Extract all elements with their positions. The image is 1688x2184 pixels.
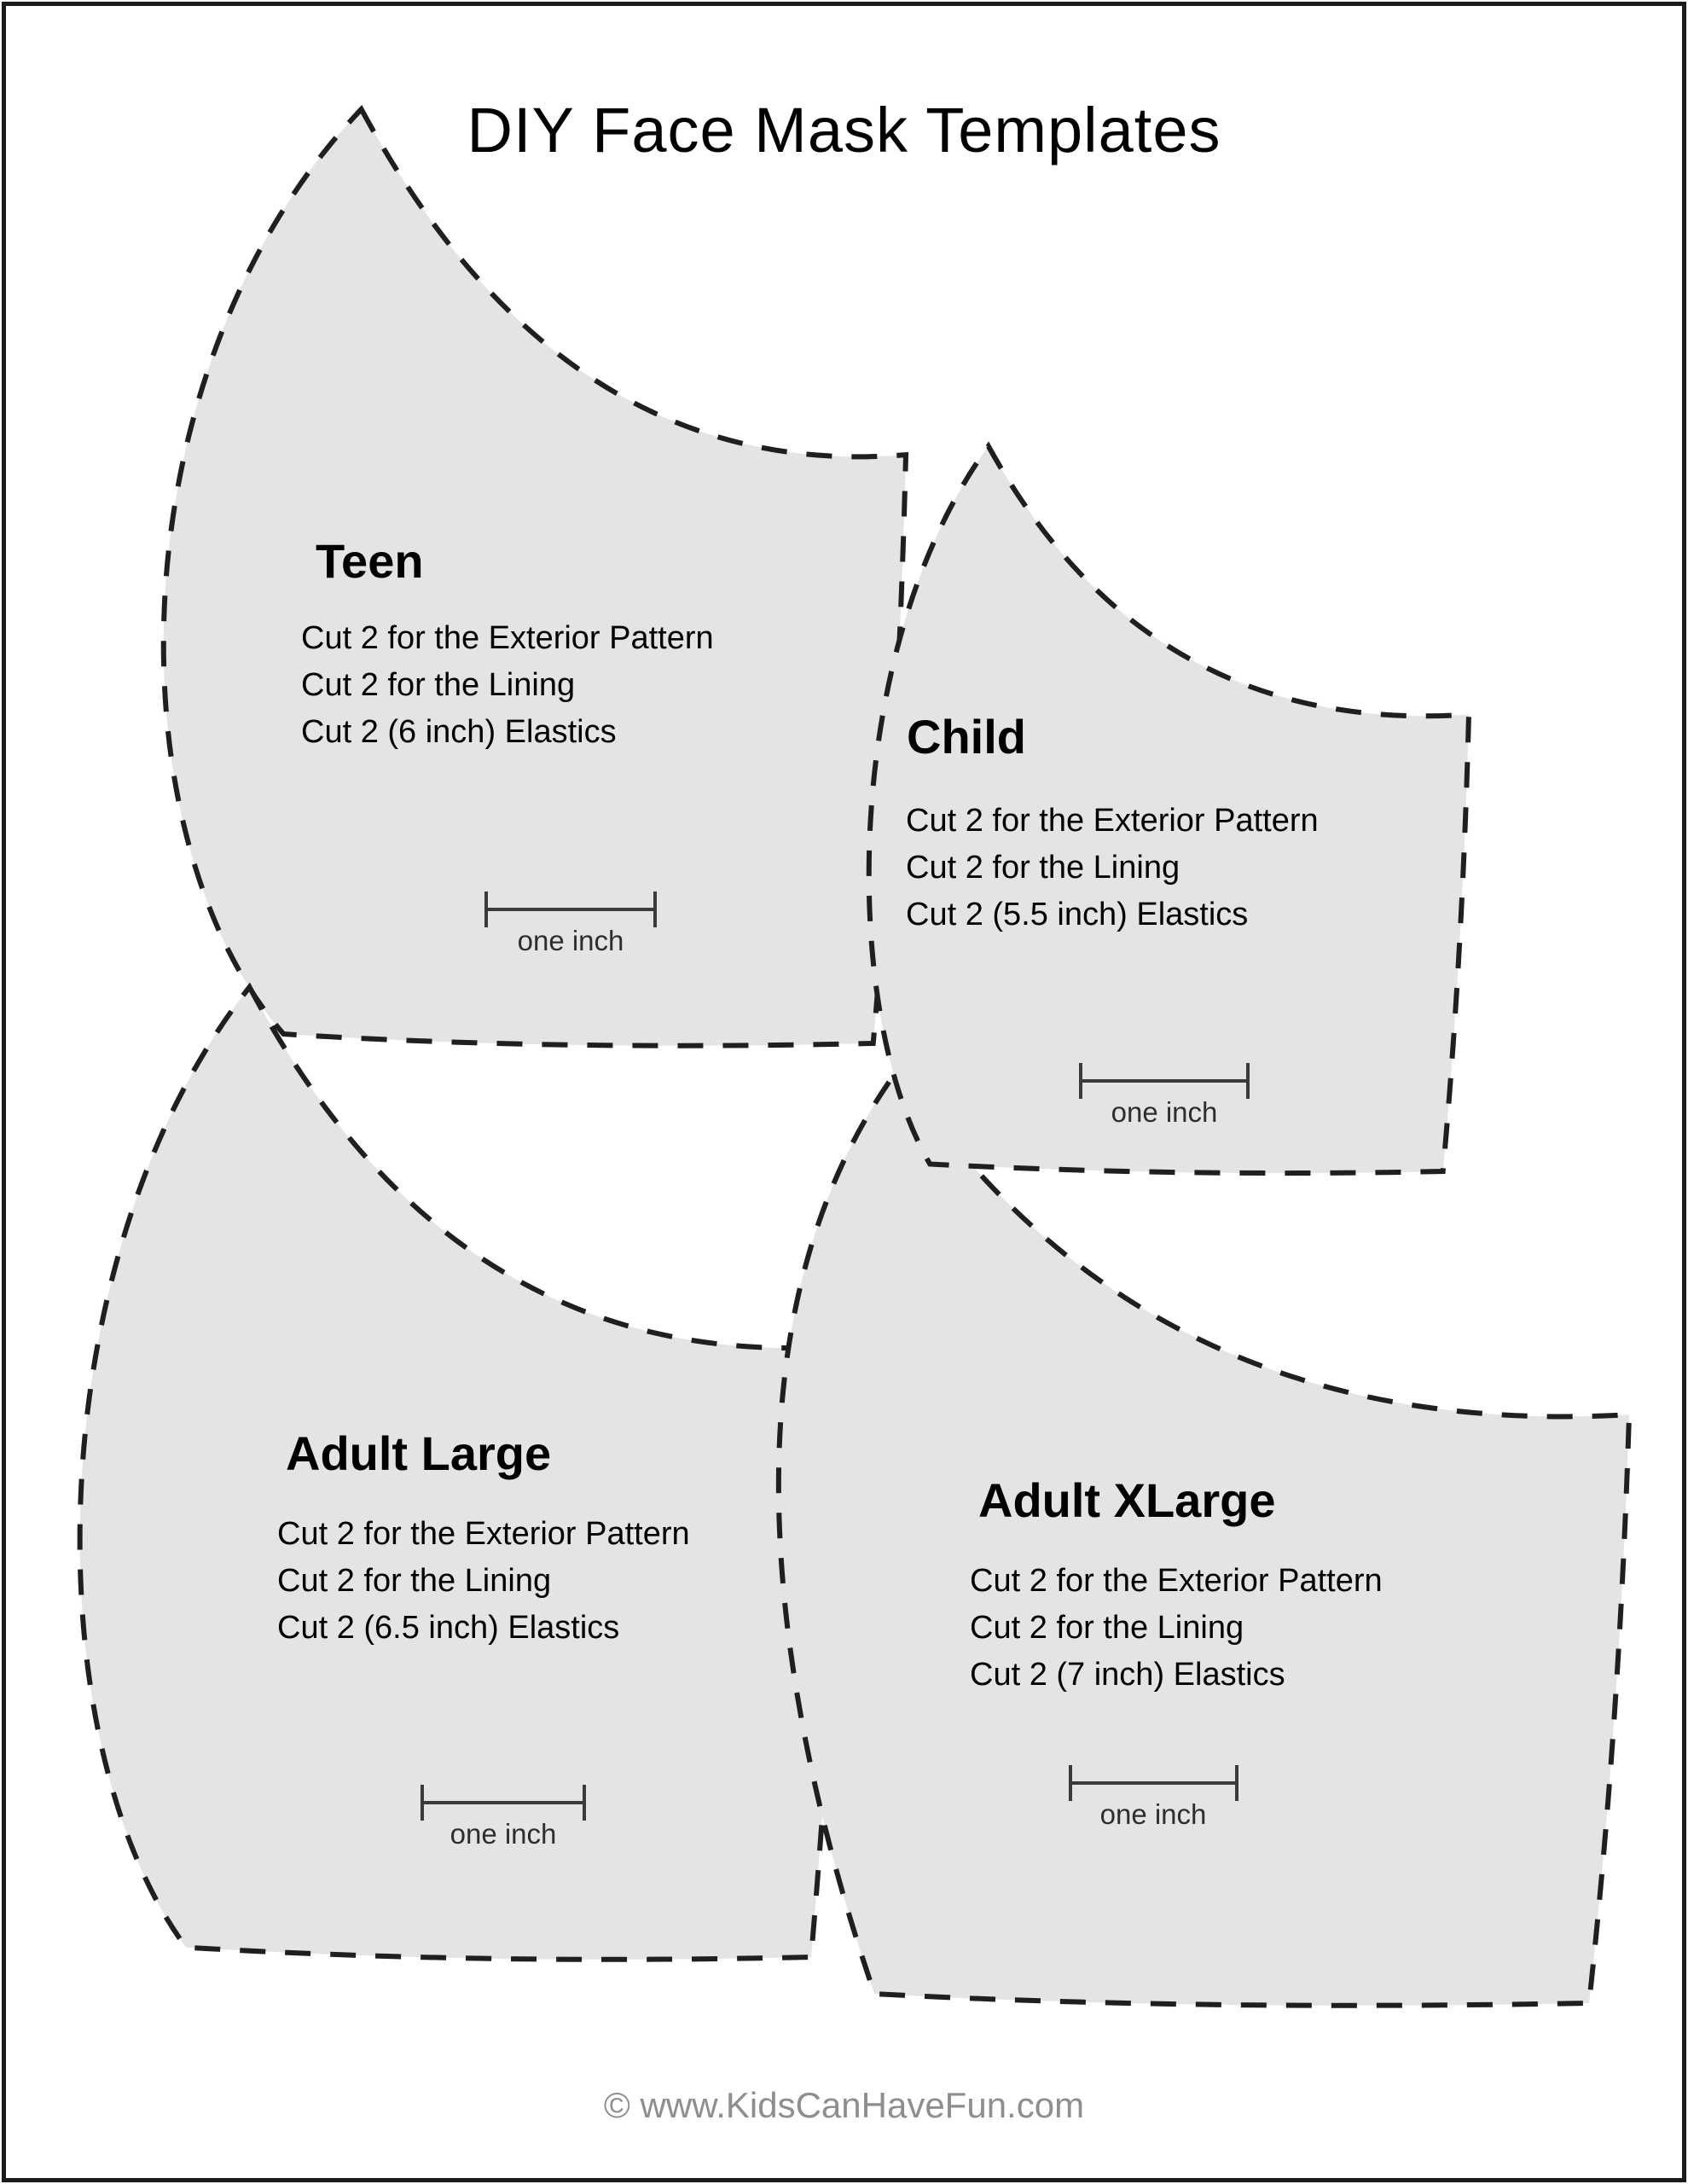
instruction-line: Cut 2 for the Lining: [906, 850, 1180, 886]
instruction-line: Cut 2 for the Exterior Pattern: [906, 803, 1319, 839]
instruction-line: Cut 2 for the Exterior Pattern: [970, 1563, 1383, 1599]
piece-size-label: Adult Large: [286, 1426, 552, 1480]
piece-instructions: [301, 615, 714, 756]
instruction-line: Cut 2 for the Lining: [301, 667, 576, 703]
footer-copyright: © www.KidsCanHaveFun.com: [603, 2085, 1085, 2125]
instruction-line: Cut 2 (6 inch) Elastics: [301, 714, 617, 750]
piece-size-label: Adult XLarge: [978, 1473, 1276, 1527]
piece-outline-adult-xlarge: [779, 1069, 1629, 2006]
piece-instructions: [970, 1558, 1383, 1699]
piece-size-label: Teen: [316, 534, 424, 588]
scale-bar-label: one inch: [450, 1818, 557, 1850]
page-title: DIY Face Mask Templates: [467, 94, 1221, 166]
instruction-line: Cut 2 for the Exterior Pattern: [277, 1516, 690, 1552]
scale-bar-label: one inch: [1111, 1096, 1218, 1128]
instruction-line: Cut 2 (6.5 inch) Elastics: [277, 1610, 620, 1646]
instruction-line: Cut 2 for the Lining: [970, 1610, 1244, 1646]
scale-bar-label: one inch: [1099, 1798, 1207, 1830]
piece-outline-teen: [164, 109, 906, 1046]
instruction-line: Cut 2 for the Lining: [277, 1563, 552, 1599]
instruction-line: Cut 2 (5.5 inch) Elastics: [906, 897, 1249, 932]
instruction-line: Cut 2 (7 inch) Elastics: [970, 1657, 1285, 1693]
scale-bar-label: one inch: [517, 925, 624, 956]
instruction-line: Cut 2 for the Exterior Pattern: [301, 620, 714, 656]
piece-instructions: [906, 798, 1319, 938]
piece-instructions: [277, 1511, 690, 1652]
piece-size-label: Child: [907, 710, 1026, 764]
